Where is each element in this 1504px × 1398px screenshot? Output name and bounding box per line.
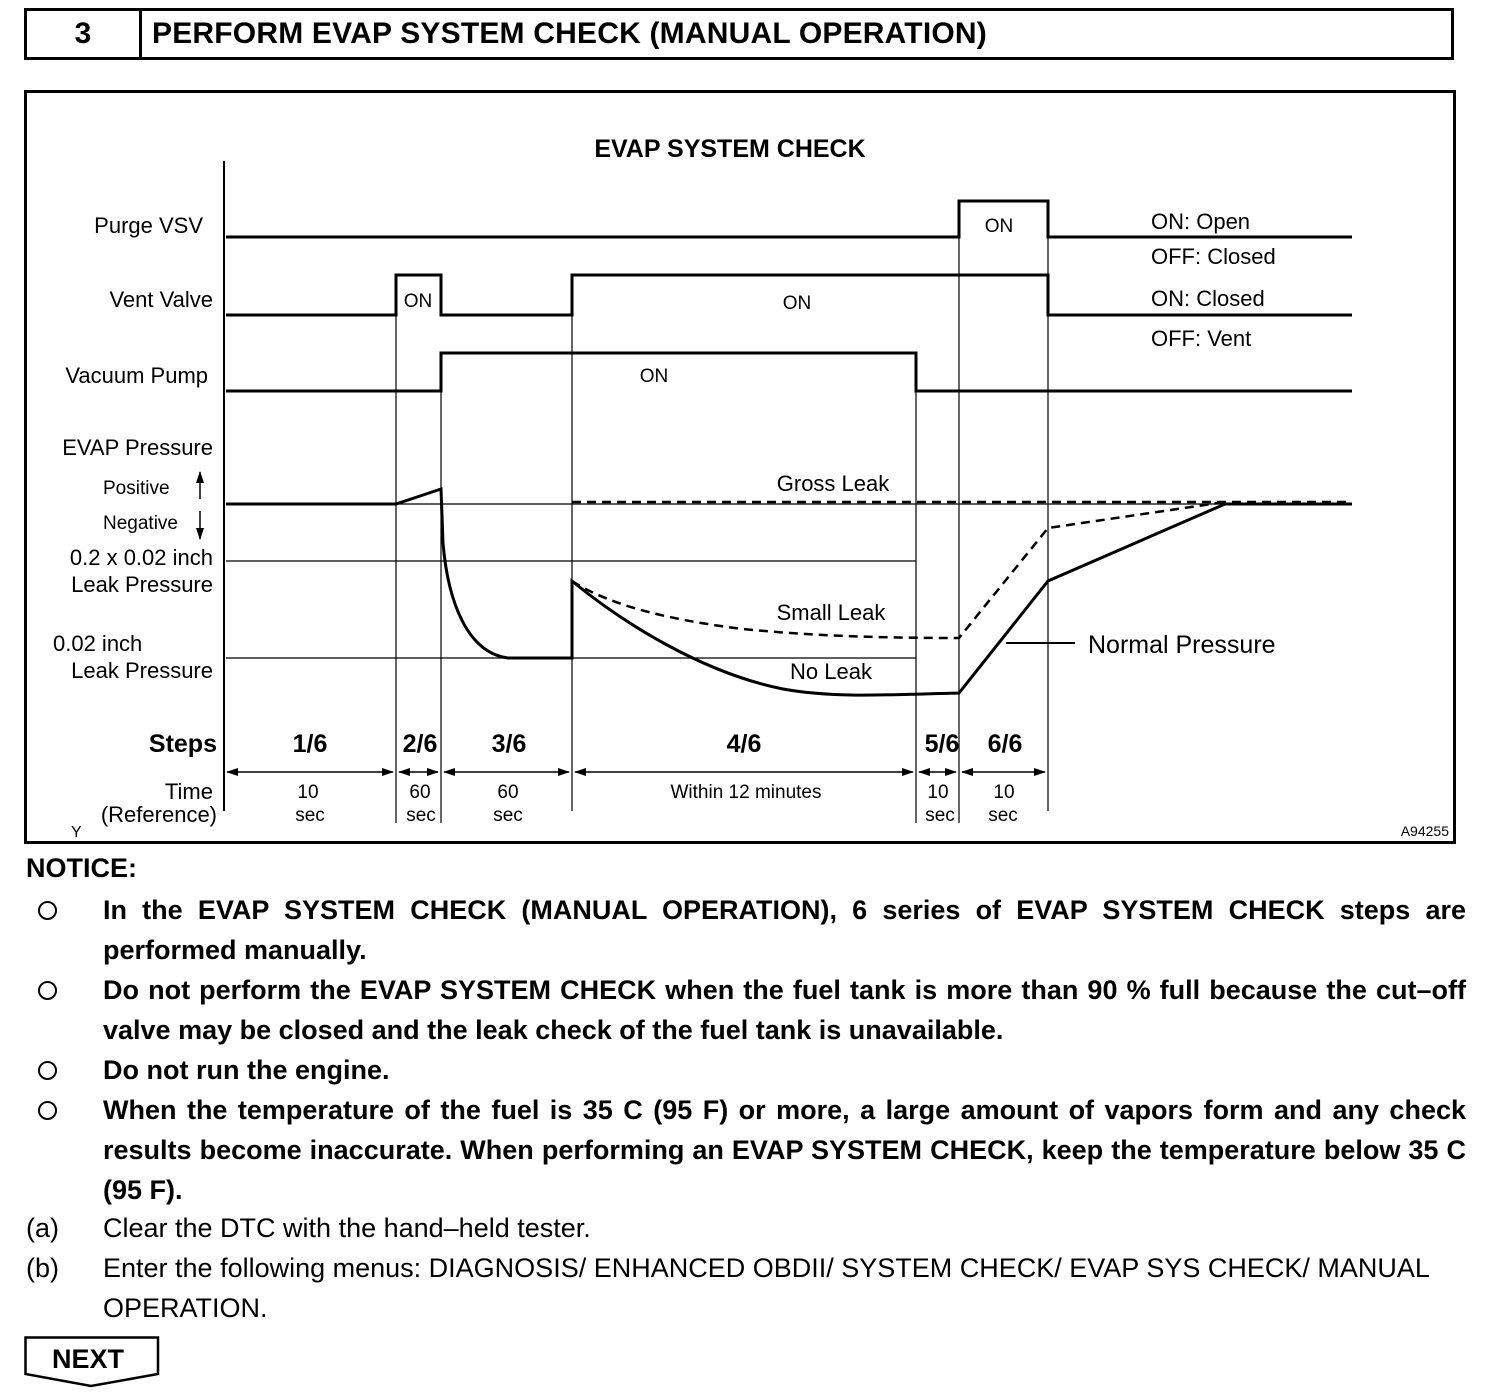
step-5-name: 5/6 (924, 730, 960, 758)
step-3-time: 60 (497, 782, 519, 803)
step-1-name: 1/6 (292, 730, 328, 758)
instruction-label: (b) (26, 1253, 59, 1283)
notice-item (26, 970, 1466, 1050)
instruction-item (26, 1248, 1466, 1328)
bullet-circle-icon (38, 1061, 57, 1080)
instruction-label: (a) (26, 1213, 59, 1243)
instruction-item (26, 1208, 1466, 1248)
vent-valve-label: Vent Valve (109, 287, 213, 312)
pump-on-label: ON (639, 366, 669, 387)
notice-item (26, 1090, 1466, 1210)
time-label: Time (164, 779, 213, 804)
step-4-time: Within 12 minutes (670, 782, 822, 803)
vent-off-legend: OFF: Vent (1151, 326, 1252, 351)
notice-item (26, 890, 1466, 970)
notice-item (26, 1050, 1466, 1090)
step-6-time-unit: sec (988, 805, 1018, 826)
leak-02x002-label-2: Leak Pressure (71, 572, 213, 597)
step-5-time: 10 (927, 782, 949, 803)
leak-02x002-label-1: 0.2 x 0.02 inch (69, 545, 213, 570)
negative-label: Negative (103, 513, 178, 534)
vacuum-pump-waveform (226, 353, 1352, 391)
notice-text: In the EVAP SYSTEM CHECK (MANUAL OPERATION), 6 series of EVAP SYSTEM CHECK steps are performed manually. (103, 895, 1466, 965)
figure-id: A94255 (1400, 823, 1449, 839)
normal-pressure-label: Normal Pressure (1088, 631, 1276, 659)
step-1-time-unit: sec (295, 805, 325, 826)
positive-label: Positive (103, 478, 170, 499)
step-2-name: 2/6 (402, 730, 438, 758)
step-1-time: 10 (297, 782, 319, 803)
corner-mark: Y (71, 824, 82, 841)
purge-on-label: ON (984, 216, 1014, 237)
normal-pressure-curve (226, 489, 1352, 695)
purge-on-legend: ON: Open (1151, 209, 1251, 234)
time-reference-label: (Reference) (100, 802, 217, 827)
instruction-text: Clear the DTC with the hand–held tester. (103, 1213, 591, 1243)
instruction-list (26, 1208, 1466, 1328)
notice-title: NOTICE: (26, 853, 137, 883)
leak-002-label-2: Leak Pressure (71, 658, 213, 683)
evap-check-diagram (24, 90, 1456, 844)
notice-text: Do not perform the EVAP SYSTEM CHECK when the fuel tank is more than 90 % full because the cut–off valve may be closed and the leak check of the fuel tank is unavailable. (103, 975, 1466, 1045)
step-number: 3 (27, 11, 142, 57)
vacuum-pump-label: Vacuum Pump (65, 363, 208, 388)
notice-text: When the temperature of the fuel is 35 C (95 F) or more, a large amount of vapors form and any check results become inaccurate. When performing an EVAP SYSTEM CHECK, keep the temperature below 35 C (95 F). (103, 1095, 1466, 1205)
no-leak-label: No Leak (790, 659, 872, 684)
purge-off-legend: OFF: Closed (1151, 244, 1276, 269)
instruction-text: Enter the following menus: DIAGNOSIS/ ENHANCED OBDII/ SYSTEM CHECK/ EVAP SYS CHECK/ MANUAL OPERATION. (103, 1253, 1429, 1323)
timing-diagram (27, 93, 1453, 841)
diagram-title: EVAP SYSTEM CHECK (594, 135, 866, 163)
step-5-time-unit: sec (925, 805, 955, 826)
leak-002-label-1: 0.02 inch (53, 631, 143, 656)
step-2-time: 60 (409, 782, 431, 803)
vent-on-label-step4: ON (782, 293, 812, 314)
step-title: PERFORM EVAP SYSTEM CHECK (MANUAL OPERATION) (152, 17, 987, 50)
vent-on-label-step2: ON (403, 291, 433, 312)
evap-pressure-label: EVAP Pressure (62, 435, 213, 460)
next-button[interactable] (24, 1336, 160, 1388)
purge-vsv-label: Purge VSV (94, 213, 203, 238)
step-header (24, 8, 1454, 60)
next-button-label: NEXT (51, 1344, 124, 1374)
bullet-circle-icon (38, 981, 57, 1000)
notice-text: Do not run the engine. (103, 1055, 390, 1085)
notice-list (26, 890, 1466, 1210)
step-6-time: 10 (993, 782, 1015, 803)
step-2-time-unit: sec (406, 805, 436, 826)
steps-label: Steps (148, 730, 217, 758)
bullet-circle-icon (38, 1101, 57, 1120)
step-3-name: 3/6 (491, 730, 527, 758)
vent-on-legend: ON: Closed (1151, 286, 1265, 311)
small-leak-label: Small Leak (776, 600, 886, 625)
small-leak-curve (572, 502, 1225, 638)
gross-leak-label: Gross Leak (776, 471, 890, 496)
step-4-name: 4/6 (726, 730, 762, 758)
bullet-circle-icon (38, 901, 57, 920)
step-3-time-unit: sec (493, 805, 523, 826)
step-6-name: 6/6 (987, 730, 1023, 758)
